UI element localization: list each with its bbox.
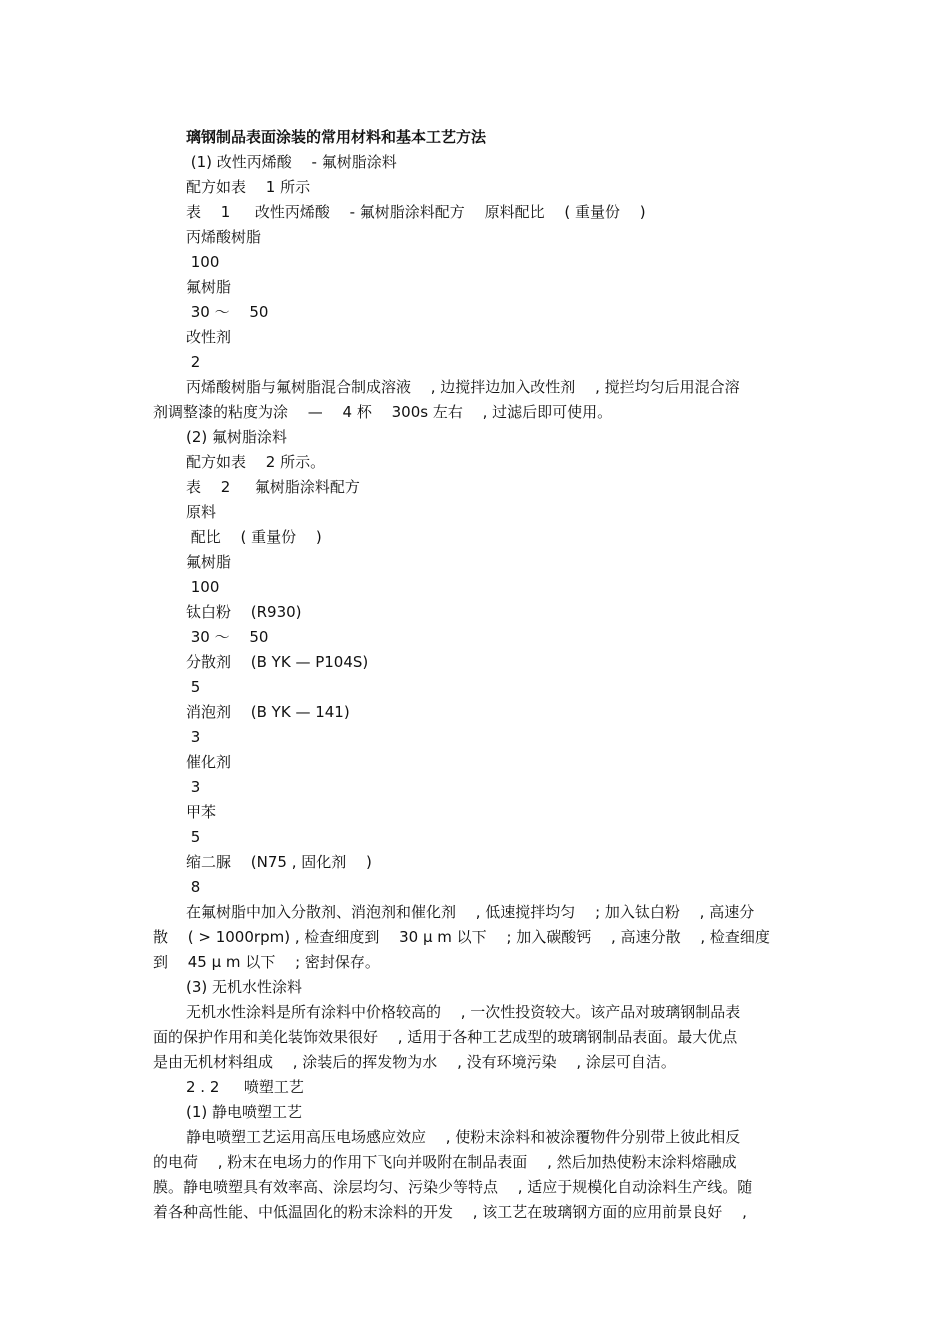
paragraph-3 xyxy=(153,1000,800,1075)
table-cell: 催化剂 xyxy=(186,753,232,771)
paragraph-line: 静电喷塑工艺运用高压电场感应效应 , 使粉末涂料和被涂覆物件分别带上彼此相反 xyxy=(186,1128,741,1146)
table-cell: 5 xyxy=(186,828,201,846)
text-line: 配方如表 2 所示。 xyxy=(186,453,326,471)
paragraph-2 xyxy=(153,900,800,975)
table-cell: 甲苯 xyxy=(186,803,217,821)
section-heading-1: (1) 改性丙烯酸 - 氟树脂涂料 xyxy=(186,153,397,171)
paragraph-1 xyxy=(153,375,800,425)
table-caption-2: 表 2 氟树脂涂料配方 xyxy=(186,478,360,496)
table-cell: 氟树脂 xyxy=(186,278,232,296)
paragraph-line: 是由无机材料组成 , 涂装后的挥发物为水 , 没有环境污染 , 涂层可自洁。 xyxy=(153,1053,676,1071)
table-cell: 2 xyxy=(186,353,201,371)
document-title: 璃钢制品表面涂装的常用材料和基本工艺方法 xyxy=(186,128,487,146)
paragraph-line: 到 45 μ m 以下 ; 密封保存。 xyxy=(153,953,380,971)
paragraph-line: 面的保护作用和美化装饰效果很好 , 适用于各种工艺成型的玻璃钢制品表面。最大优点 xyxy=(153,1028,738,1046)
paragraph-line: 着各种高性能、中低温固化的粉末涂料的开发 , 该工艺在玻璃钢方面的应用前景良好 , xyxy=(153,1203,747,1221)
paragraph-line: 散 ( > 1000rpm) , 检查细度到 30 μ m 以下 ; 加入碳酸钙 , 高速分散 , 检查细度 xyxy=(153,928,770,946)
table-cell: 8 xyxy=(186,878,201,896)
section-heading-4: 2 . 2 喷塑工艺 xyxy=(186,1078,304,1096)
table-cell: 丙烯酸树脂 xyxy=(186,228,262,246)
paragraph-line: 的电荷 , 粉末在电场力的作用下飞向并吸附在制品表面 , 然后加热使粉末涂料熔融成 xyxy=(153,1153,737,1171)
paragraph-4 xyxy=(153,1125,800,1225)
table-cell: 改性剂 xyxy=(186,328,232,346)
table-cell: 钛白粉 (R930) xyxy=(186,603,302,621)
table-cell: 氟树脂 xyxy=(186,553,232,571)
table-cell: 5 xyxy=(186,678,201,696)
paragraph-line: 丙烯酸树脂与氟树脂混合制成溶液 , 边搅拌边加入改性剂 , 搅拦均匀后用混合溶 xyxy=(186,378,740,396)
table-cell: 配比 ( 重量份 ) xyxy=(186,528,322,546)
table-cell: 缩二脲 (N75 , 固化剂 ) xyxy=(186,853,372,871)
table-cell: 3 xyxy=(186,728,201,746)
paragraph-line: 无机水性涂料是所有涂料中价格较高的 , 一次性投资较大。该产品对玻璃钢制品表 xyxy=(186,1003,741,1021)
section-heading-5: (1) 静电喷塑工艺 xyxy=(186,1103,303,1121)
table-cell: 原料 xyxy=(186,503,217,521)
text-line: 配方如表 1 所示 xyxy=(186,178,311,196)
table-cell: 30 ～ 50 xyxy=(186,303,269,321)
table-cell: 3 xyxy=(186,778,201,796)
table-cell: 分散剂 (B YK — P104S) xyxy=(186,653,369,671)
table-cell: 100 xyxy=(186,253,220,271)
paragraph-line: 剂调整漆的粘度为涂 — 4 杯 300s 左右 , 过滤后即可使用。 xyxy=(153,403,613,421)
section-heading-2: (2) 氟树脂涂料 xyxy=(186,428,288,446)
table-cell: 30 ～ 50 xyxy=(186,628,269,646)
table-cell: 100 xyxy=(186,578,220,596)
paragraph-line: 在氟树脂中加入分散剂、消泡剂和催化剂 , 低速搅拌均匀 ; 加入钛白粉 , 高速分 xyxy=(186,903,755,921)
section-heading-3: (3) 无机水性涂料 xyxy=(186,978,303,996)
table-cell: 消泡剂 (B YK — 141) xyxy=(186,703,350,721)
paragraph-line: 膜。静电喷塑具有效率高、涂层均匀、污染少等特点 , 适应于规模化自动涂料生产线。随 xyxy=(153,1178,753,1196)
table-caption-1: 表 1 改性丙烯酸 - 氟树脂涂料配方 原料配比 ( 重量份 ) xyxy=(186,203,646,221)
